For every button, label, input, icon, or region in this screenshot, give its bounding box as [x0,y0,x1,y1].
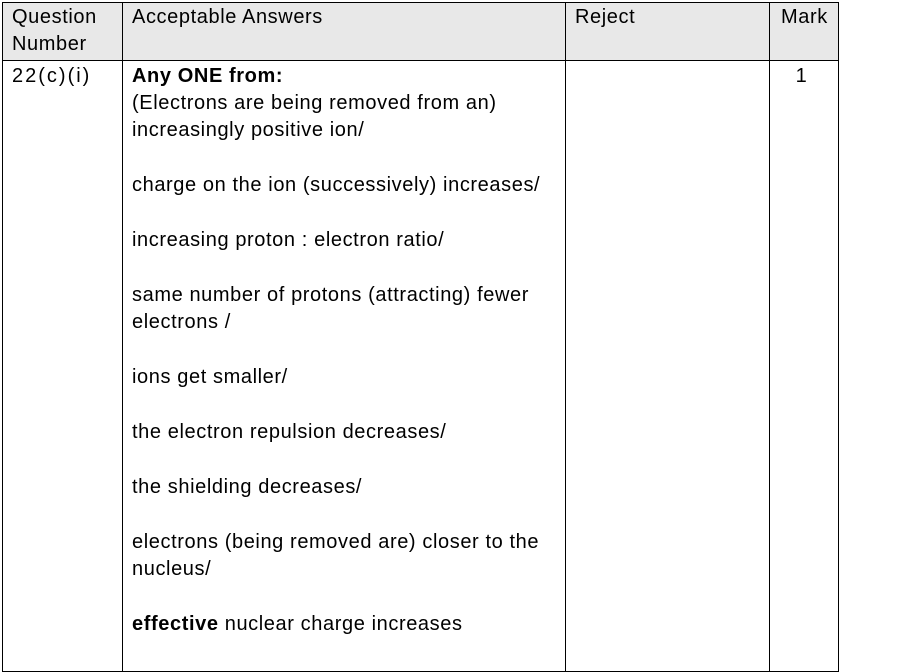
answer-item: the shielding decreases/ [132,476,363,498]
answer-row [3,61,839,672]
answer-emphasis: effective [132,613,219,635]
answer-item: ions get smaller/ [132,366,288,388]
mark-scheme-table [2,2,839,672]
answer-item: the electron repulsion decreases/ [132,421,447,443]
answer-item: charge on the ion (successively) increases/ [132,174,541,196]
answers-intro: Any ONE from: [132,65,284,87]
header-reject: Reject [566,3,770,61]
reject-cell [566,61,770,672]
answer-item: (Electrons are being removed from an) increasingly positive ion/ [132,92,497,141]
answer-item: same number of protons (attracting) fewer electrons / [132,284,529,333]
header-mark: Mark [770,3,839,61]
answer-rest: nuclear charge increases [218,613,463,635]
answer-item: increasing proton : electron ratio/ [132,229,445,251]
mark-value: 1 [770,61,839,672]
header-row [3,3,839,61]
answer-item: electrons (being removed are) closer to the nucleus/ [132,531,540,580]
answer-item-last [132,611,556,638]
acceptable-answers-cell [123,61,566,672]
question-number: 22(c)(i) [3,61,123,672]
header-question-number: Question Number [3,3,123,61]
header-acceptable-answers: Acceptable Answers [123,3,566,61]
